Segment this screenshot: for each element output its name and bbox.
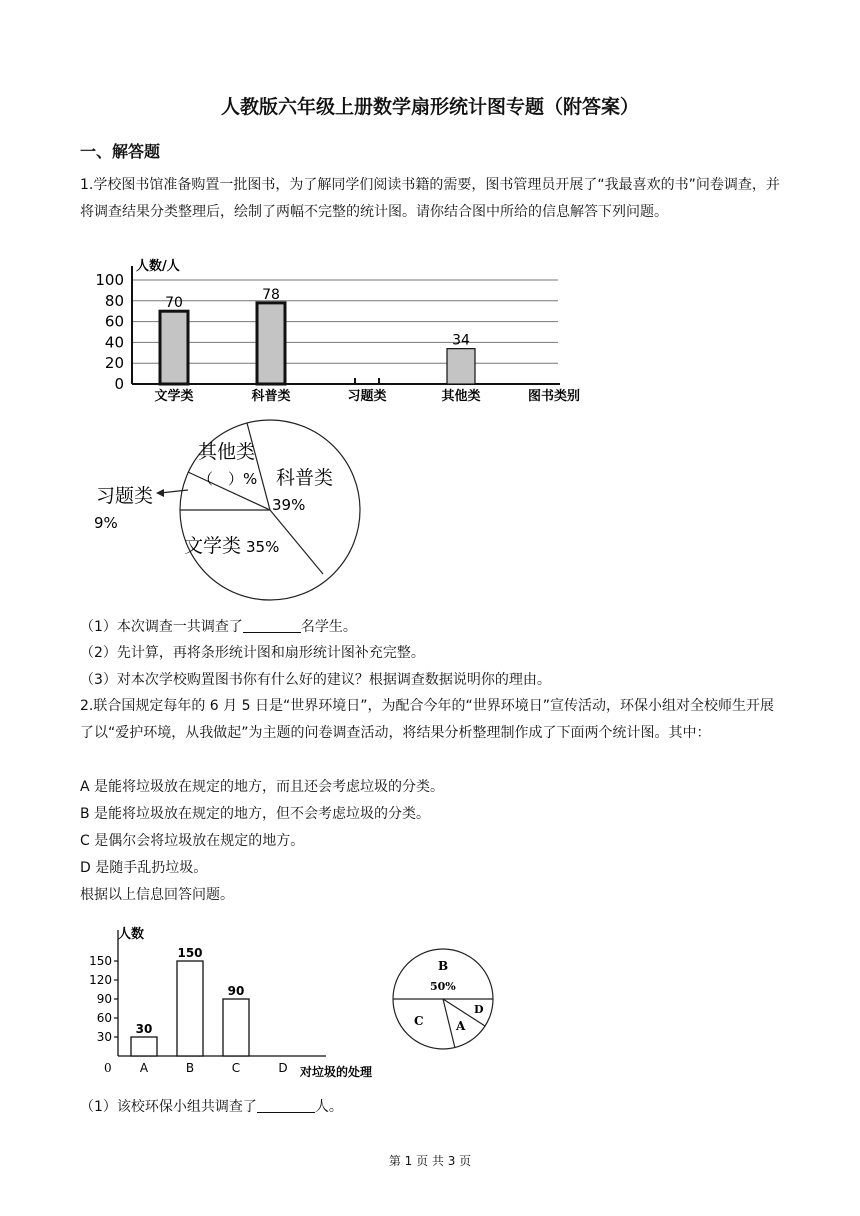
q1-sub1-blank bbox=[243, 618, 301, 633]
bar2-category-label: C bbox=[231, 1061, 241, 1075]
bar1-tick-label: 40 bbox=[104, 333, 124, 352]
arrow-left-icon bbox=[156, 489, 164, 497]
q2-option-c: C 是偶尔会将垃圾放在规定的地方。 bbox=[80, 833, 305, 849]
q2-pie-chart bbox=[390, 944, 500, 1054]
bar1-bars bbox=[160, 287, 475, 384]
bar1-tick-label: 80 bbox=[104, 291, 124, 310]
bar2-bar bbox=[223, 999, 249, 1056]
bar2-tick-label: 90 bbox=[96, 992, 112, 1006]
pie1-value-literature: 35% bbox=[246, 538, 280, 556]
section-heading: 一、解答题 bbox=[80, 142, 161, 161]
bar1-category-label: 科普类 bbox=[251, 389, 291, 404]
pie1-value-other: （ ）% bbox=[198, 470, 258, 488]
bar2-category-labels bbox=[140, 1061, 288, 1075]
bar1-tick-label: 20 bbox=[104, 354, 124, 373]
q1-sub1-text-after: 名学生。 bbox=[300, 619, 357, 635]
pie1-label-other: 其他类 bbox=[198, 441, 256, 463]
bar1-category-label: 习题类 bbox=[347, 389, 387, 404]
bar2-bar bbox=[131, 1037, 157, 1056]
bar2-tick-label: 30 bbox=[96, 1030, 112, 1044]
q2-option-a: A 是能将垃圾放在规定的地方，而且还会考虑垃圾的分类。 bbox=[80, 779, 445, 795]
bar2-ylabel: 人数 bbox=[118, 927, 145, 942]
bar2-bar bbox=[177, 961, 203, 1056]
q1-sub1-text-before: （1）本次调查一共调查了 bbox=[80, 619, 243, 635]
q1-sub1 bbox=[80, 617, 357, 637]
bar1-bar bbox=[257, 303, 285, 384]
q2-prompt: 根据以上信息回答问题。 bbox=[80, 887, 234, 903]
bar1-category-labels bbox=[154, 388, 480, 404]
pie2-radius-a bbox=[443, 999, 455, 1048]
bar2-category-label: B bbox=[185, 1061, 195, 1075]
q1-bar-chart bbox=[80, 256, 620, 406]
q2-sub1-text-before: （1）该校环保小组共调查了 bbox=[80, 1099, 257, 1115]
bar2-tick-label: 60 bbox=[96, 1011, 112, 1025]
pie1-radius-top bbox=[247, 423, 270, 510]
pie2-label-b: B bbox=[438, 959, 449, 973]
q2-stem: 2.联合国规定每年的 6 月 5 日是“世界环境日”，为配合今年的“世界环境日”宣传活动，环保小组对全校师生开展了以“爱护环境，从我做起”为主题的问卷调查活动，将结果分析整理制作成了下面两个统计图。其中： bbox=[80, 698, 774, 741]
bar1-xlabel: 图书类别 bbox=[528, 389, 581, 404]
bar2-category-label: A bbox=[139, 1061, 149, 1075]
pie2-label-c: C bbox=[414, 1014, 424, 1028]
bar2-bars bbox=[131, 946, 249, 1056]
pie2-label-a: A bbox=[456, 1019, 466, 1033]
bar1-bar bbox=[447, 349, 475, 384]
q2-bar-chart bbox=[86, 922, 386, 1082]
bar1-category-label: 文学类 bbox=[154, 389, 194, 404]
bar2-tick-labels bbox=[89, 954, 112, 1044]
bar2-tick-label: 120 bbox=[89, 973, 112, 987]
bar2-category-label: D bbox=[278, 1061, 288, 1075]
pie2-value-b: 50% bbox=[430, 980, 456, 993]
page-footer: 第 1 页 共 3 页 bbox=[388, 1154, 472, 1168]
pie1-arrow-line bbox=[160, 490, 188, 493]
q1-stem: 1.学校图书馆准备购置一批图书，为了解同学们阅读书籍的需要，图书管理员开展了“我最喜欢的书”问卷调查，并将调查结果分类整理后，绘制了两幅不完整的统计图。请你结合图中所给的信息解答下列问题。 bbox=[80, 177, 780, 220]
pie1-value-science: 39% bbox=[272, 496, 306, 514]
bar2-data-label: 30 bbox=[135, 1022, 153, 1036]
bar1-gridlines bbox=[132, 280, 558, 363]
bar1-tick-label: 60 bbox=[104, 312, 124, 331]
q2-sub1-text-after: 人。 bbox=[314, 1099, 343, 1115]
q2-option-b: B 是能将垃圾放在规定的地方，但不会考虑垃圾的分类。 bbox=[80, 806, 431, 822]
bar1-axes bbox=[132, 266, 560, 384]
pie1-value-exercise: 9% bbox=[94, 514, 118, 532]
bar1-tick-label: 100 bbox=[95, 271, 124, 289]
pie2-label-d: D bbox=[474, 1003, 484, 1016]
page-title: 人教版六年级上册数学扇形统计图专题（附答案） bbox=[220, 96, 639, 118]
pie1-label-literature: 文学类 bbox=[184, 535, 242, 557]
bar1-data-label: 34 bbox=[452, 332, 470, 349]
bar1-data-label: 78 bbox=[262, 286, 280, 303]
q1-pie-chart bbox=[80, 412, 380, 608]
q1-sub2: （2）先计算，再将条形统计图和扇形统计图补充完整。 bbox=[80, 645, 425, 661]
bar2-xlabel: 对垃圾的处理 bbox=[300, 1065, 373, 1079]
q2-option-d: D 是随手乱扔垃圾。 bbox=[80, 860, 208, 876]
q2-sub1 bbox=[80, 1097, 343, 1117]
bar2-data-label: 150 bbox=[177, 946, 203, 960]
pie1-label-exercise: 习题类 bbox=[96, 485, 154, 507]
q2-sub1-blank bbox=[257, 1098, 315, 1113]
bar2-data-label: 90 bbox=[227, 984, 245, 998]
bar2-tick-label: 150 bbox=[89, 954, 112, 968]
bar1-ylabel: 人数/人 bbox=[136, 259, 180, 274]
q1-sub3: （3）对本次学校购置图书你有什么好的建议？根据调查数据说明你的理由。 bbox=[80, 672, 551, 688]
pie1-label-science: 科普类 bbox=[276, 467, 334, 489]
bar1-data-label: 70 bbox=[165, 295, 183, 312]
bar1-bar bbox=[160, 311, 188, 384]
bar1-category-label: 其他类 bbox=[441, 389, 481, 404]
bar2-origin: 0 bbox=[104, 1061, 112, 1075]
bar1-tick-label: 0 bbox=[114, 375, 124, 393]
bar1-tick-labels bbox=[95, 271, 124, 393]
